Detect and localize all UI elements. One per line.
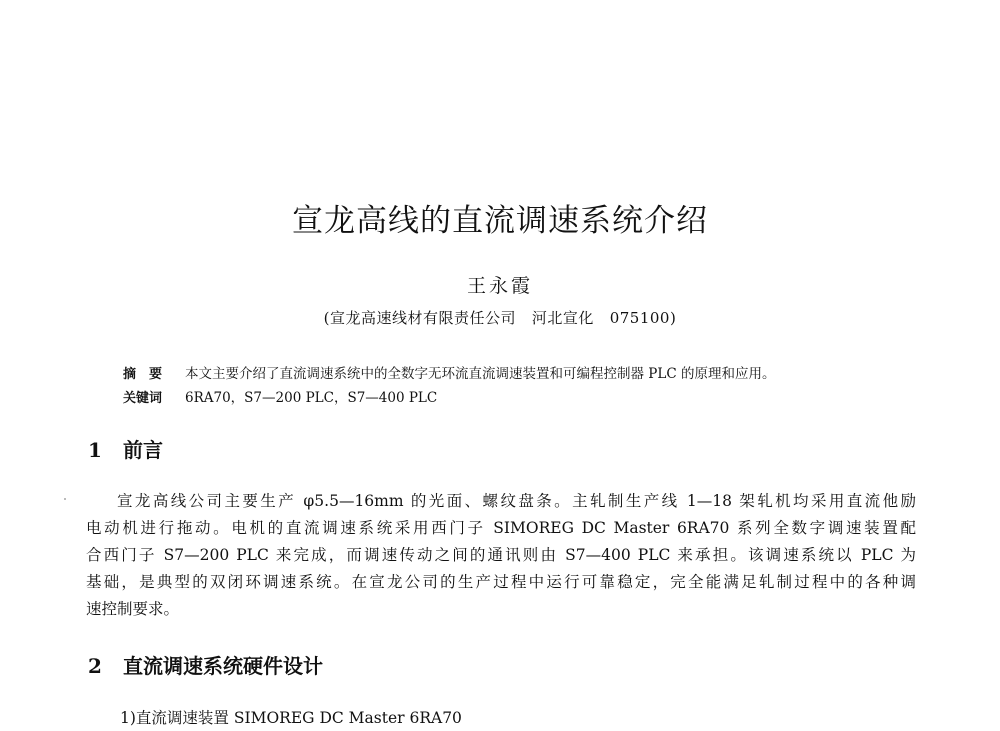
abstract-text: 本文主要介绍了直流调速系统中的全数字无环流直流调速装置和可编程控制器 PLC 的原理和应用。 xyxy=(185,366,776,382)
section-number: 1 xyxy=(88,438,102,462)
keywords xyxy=(123,386,437,406)
section-title: 前言 xyxy=(123,438,163,462)
paper-title: 宣龙高线的直流调速系统介绍 xyxy=(292,203,708,239)
abstract xyxy=(123,362,775,382)
affiliation-open-paren: ( xyxy=(323,309,331,327)
section-number: 2 xyxy=(88,654,102,678)
subsection-heading: 1)直流调速装置 SIMOREG DC Master 6RA70 xyxy=(120,709,462,727)
paragraph-line: 速控制要求。 xyxy=(86,600,180,618)
section-1-heading xyxy=(88,434,163,463)
affiliation-location: 河北宣化 xyxy=(531,309,594,327)
affiliation-close-paren: ) xyxy=(669,309,677,327)
paragraph-line: 合西门子 S7—200 PLC 来完成，而调速传动之间的通讯则由 S7—400 PLC 来承担。该调速系统以 PLC 为 xyxy=(86,546,916,564)
keywords-text: 6RA70，S7—200 PLC，S7—400 PLC xyxy=(185,390,438,406)
paragraph-line: 宣龙高线公司主要生产 φ5.5—16mm 的光面、螺纹盘条。主轧制生产线 1—18 架轧机均采用直流他励 xyxy=(117,492,916,510)
scan-speck xyxy=(64,498,66,500)
author-affiliation xyxy=(0,307,1000,328)
keywords-label: 关键词 xyxy=(123,391,163,406)
affiliation-company: 宣龙高速线材有限责任公司 xyxy=(330,309,517,327)
abstract-label: 摘 要 xyxy=(123,367,163,382)
section-2-heading xyxy=(88,650,323,679)
paragraph-line: 电动机进行拖动。电机的直流调速系统采用西门子 SIMOREG DC Master 6RA70 系列全数字调速装置配 xyxy=(86,519,916,537)
author-name: 王永霞 xyxy=(466,275,533,297)
section-title: 直流调速系统硬件设计 xyxy=(123,654,323,678)
affiliation-postcode: 075100 xyxy=(609,309,670,327)
paragraph-line: 基础，是典型的双闭环调速系统。在宣龙公司的生产过程中运行可靠稳定，完全能满足轧制过程中的各种调 xyxy=(86,573,916,591)
section-1-paragraph xyxy=(86,488,916,623)
